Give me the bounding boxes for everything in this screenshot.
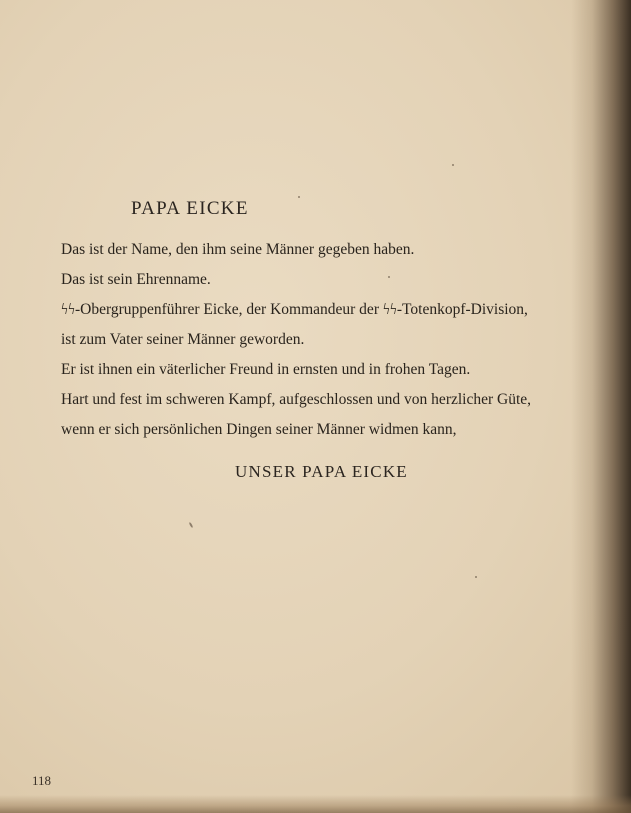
text-line: ϟϟ-Obergruppenführer Eicke, der Kommandeur der ϟϟ-Totenkopf-Division, xyxy=(61,301,528,318)
text-line: Das ist sein Ehrenname. xyxy=(61,271,211,288)
page-number: 118 xyxy=(32,773,52,788)
binding-shadow xyxy=(571,0,631,813)
text-line: Er ist ihnen ein väterlicher Freund in ernsten und in frohen Tagen. xyxy=(61,361,471,378)
text-line: Das ist der Name, den ihm seine Männer gegeben haben. xyxy=(61,241,415,258)
text-line: ist zum Vater seiner Männer geworden. xyxy=(61,331,305,348)
closing-line: UNSER PAPA EICKE xyxy=(235,462,408,481)
text-line: Hart und fest im schweren Kampf, aufgeschlossen und von herzlicher Güte, xyxy=(61,391,532,408)
paper-speck xyxy=(452,164,454,166)
page-heading: PAPA EICKE xyxy=(131,198,249,219)
page-bottom-edge xyxy=(0,795,631,813)
paper-speck xyxy=(189,522,194,528)
body-text xyxy=(61,235,581,445)
text-line: wenn er sich persönlichen Dingen seiner Männer widmen kann, xyxy=(61,421,457,438)
paper-speck xyxy=(298,196,300,198)
paper-speck xyxy=(475,576,477,578)
